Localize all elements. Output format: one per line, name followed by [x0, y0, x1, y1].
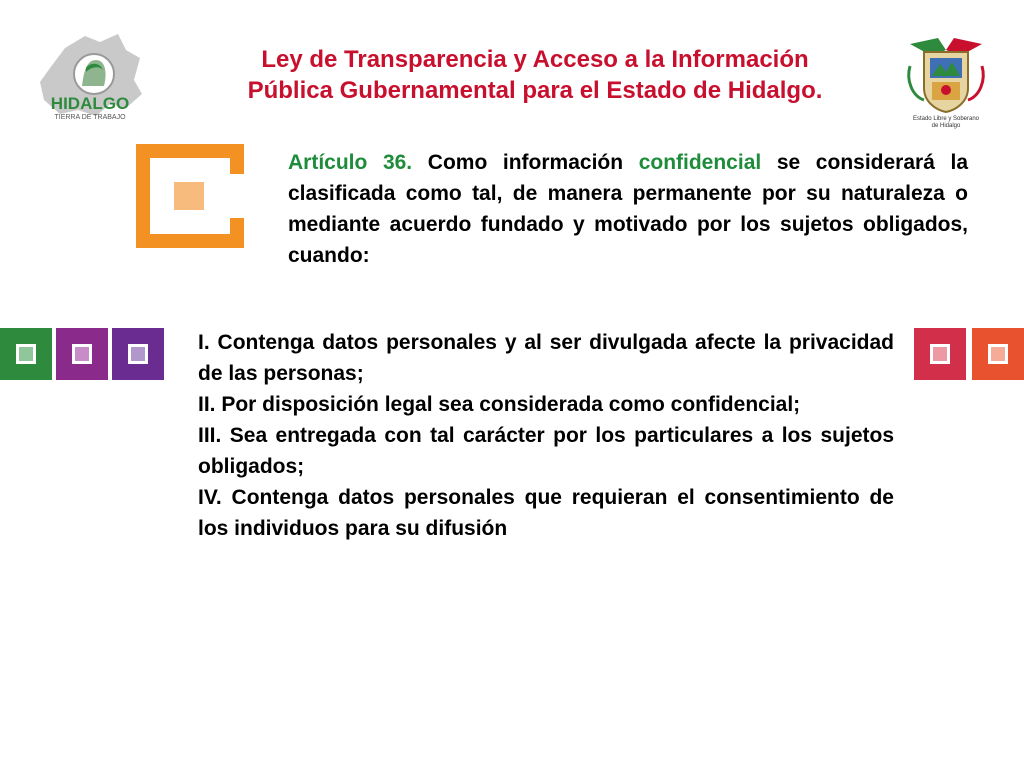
items-list	[198, 327, 894, 544]
square-icon	[16, 344, 36, 364]
list-item: III. Sea entregada con tal carácter por los particulares a los sujetos obligados;	[198, 424, 894, 478]
coat-of-arms-icon	[902, 36, 990, 116]
seal-caption	[902, 116, 990, 130]
article-paragraph	[288, 147, 968, 271]
hidalgo-logo	[30, 28, 150, 134]
title-line-1: Ley de Transparencia y Acceso a la Información	[261, 46, 809, 73]
coral-tile	[972, 328, 1024, 380]
green-tile	[0, 328, 52, 380]
violet-tile	[112, 328, 164, 380]
page-title	[180, 44, 890, 106]
article-text-before: Como información	[412, 151, 639, 174]
list-item: I. Contenga datos personales y al ser divulgada afecte la privacidad de las personas;	[198, 331, 894, 385]
list-item: IV. Contenga datos personales que requieran el consentimiento de los individuos para su difusión	[198, 486, 894, 540]
list-item: II. Por disposición legal sea considerada como confidencial;	[198, 393, 801, 416]
square-icon	[72, 344, 92, 364]
seal-caption-line-2: de Hidalgo	[931, 123, 961, 129]
title-line-2: Pública Gubernamental para el Estado de Hidalgo.	[247, 77, 823, 104]
hidalgo-logo-subtext: TIERRA DE TRABAJO	[54, 114, 126, 121]
article-highlight: confidencial	[638, 151, 762, 174]
purple-tile	[56, 328, 108, 380]
article-number: Artículo 36.	[288, 151, 413, 174]
square-icon	[128, 344, 148, 364]
article-text-after: se considerará la clasificada como tal, de manera permanente por su naturaleza o mediante acuerdo fundado y motivado por los sujetos obligados, cuando:	[288, 151, 968, 267]
square-icon	[930, 344, 950, 364]
crimson-tile	[914, 328, 966, 380]
seal-caption-line-1: Estado Libre y Soberano	[912, 116, 980, 122]
hidalgo-logo-text: HIDALGO	[50, 94, 130, 113]
square-icon	[988, 344, 1008, 364]
orange-bracket-decoration	[136, 144, 244, 248]
bracket-icon	[136, 144, 244, 248]
